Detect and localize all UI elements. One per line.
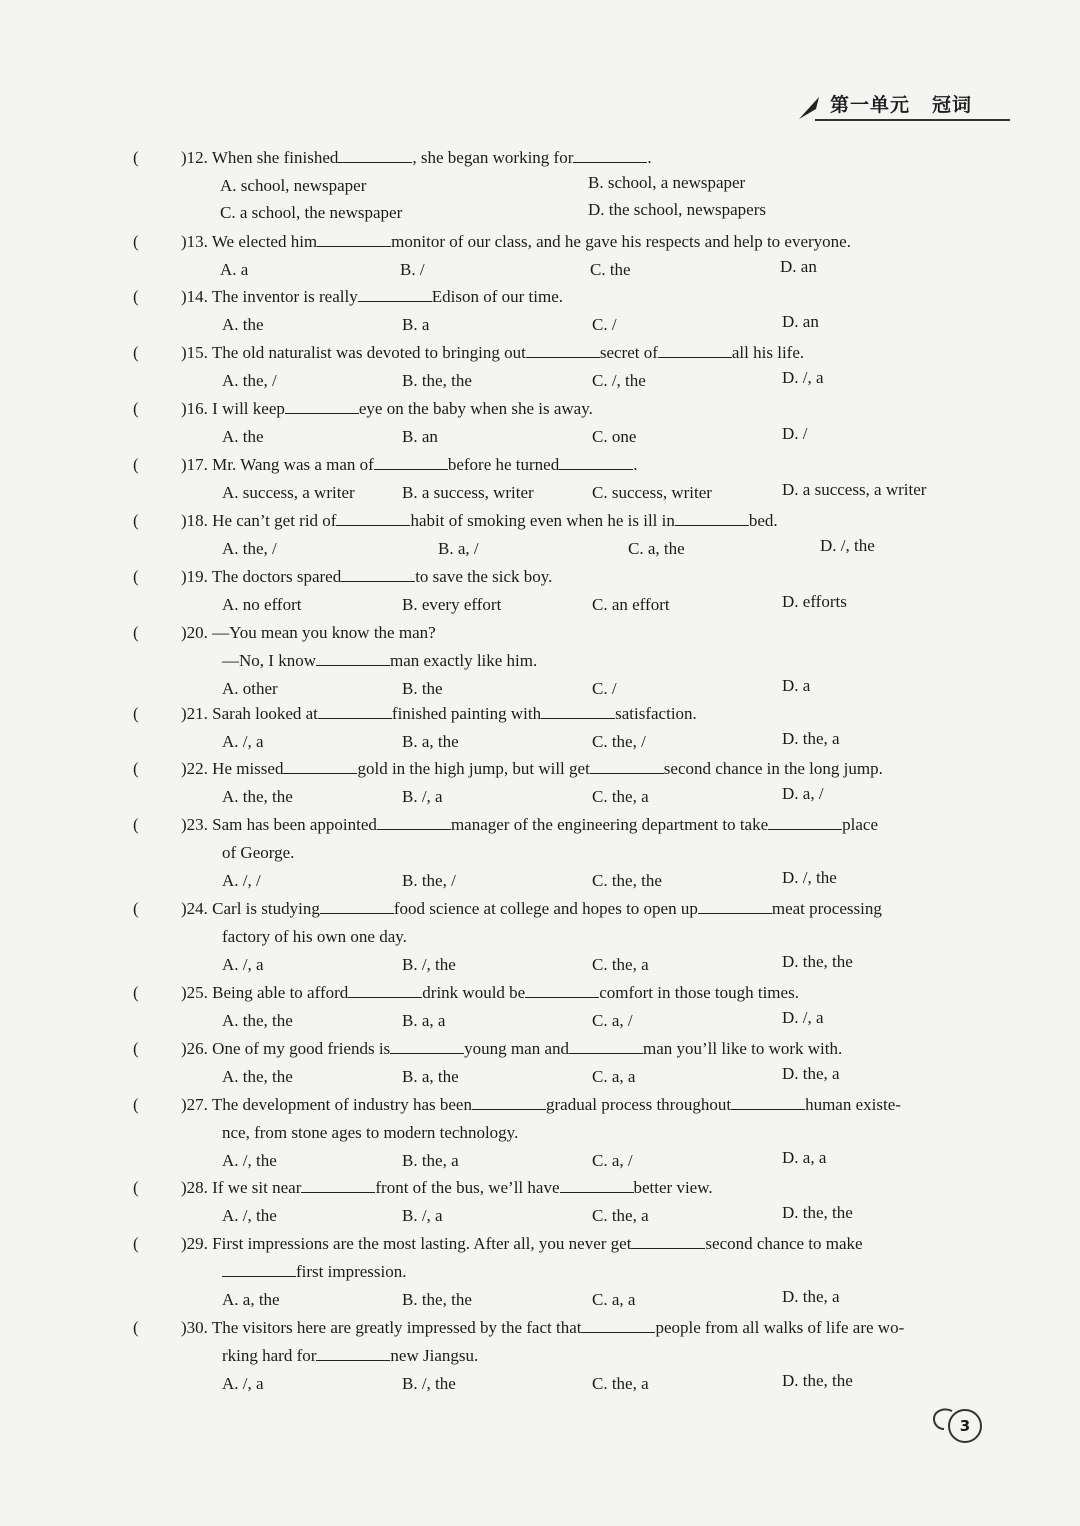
option-d[interactable]: D. an — [782, 312, 819, 331]
stem-text: )20. —You mean you know the man? — [181, 623, 436, 642]
option-c[interactable]: C. / — [592, 679, 617, 698]
answer-paren[interactable]: ( — [133, 148, 139, 167]
answer-paren[interactable]: ( — [133, 399, 139, 418]
option-a[interactable]: A. /, the — [222, 1151, 277, 1170]
answer-paren[interactable]: ( — [133, 815, 139, 834]
question-stem — [181, 983, 799, 1003]
question-stem — [181, 759, 883, 779]
option-c[interactable]: C. an effort — [592, 595, 670, 614]
answer-blank[interactable] — [581, 1318, 655, 1333]
question-stem — [181, 623, 436, 643]
stem-text: second chance in the long jump. — [663, 759, 883, 778]
answer-blank[interactable] — [526, 343, 600, 358]
option-d[interactable]: D. / — [782, 424, 808, 443]
option-b[interactable]: B. a success, writer — [402, 483, 534, 502]
question-stem — [181, 567, 552, 587]
stem-text: of George. — [222, 843, 295, 862]
answer-paren[interactable]: ( — [133, 1095, 139, 1114]
option-a[interactable]: A. school, newspaper — [220, 176, 367, 195]
stem-text: )25. Being able to afford — [181, 983, 349, 1002]
option-c[interactable]: C. the — [590, 260, 631, 279]
answer-paren[interactable]: ( — [133, 899, 139, 918]
option-c[interactable]: C. / — [592, 315, 617, 334]
stem-text: second chance to make — [705, 1234, 863, 1253]
stem-text: nce, from stone ages to modern technology. — [222, 1123, 519, 1142]
option-c[interactable]: C. the, / — [592, 732, 646, 751]
answer-paren[interactable]: ( — [133, 1039, 139, 1058]
stem-text: young man and — [464, 1039, 569, 1058]
stem-text: new Jiangsu. — [390, 1346, 479, 1365]
answer-blank[interactable] — [338, 148, 412, 163]
option-d[interactable]: D. /, a — [782, 368, 824, 387]
answer-blank[interactable] — [374, 455, 448, 470]
answer-blank[interactable] — [472, 1095, 546, 1110]
option-d[interactable]: D. /, the — [782, 868, 837, 887]
option-c[interactable]: C. a, a — [592, 1067, 636, 1086]
answer-blank[interactable] — [348, 983, 422, 998]
stem-text: factory of his own one day. — [222, 927, 407, 946]
stem-text: food science at college and hopes to open up — [393, 899, 698, 918]
unit-label: 第一单元 — [830, 94, 911, 116]
option-d[interactable]: D. the, a — [782, 729, 840, 748]
stem-text: bed. — [748, 511, 778, 530]
option-d[interactable]: D. a, a — [782, 1148, 827, 1167]
stem-text: man exactly like him. — [389, 651, 538, 670]
stem-text: )16. I will keep — [181, 399, 285, 418]
question-stem-continued — [222, 1262, 407, 1282]
option-d[interactable]: D. the, the — [782, 1371, 853, 1390]
option-a[interactable]: A. /, the — [222, 1206, 277, 1225]
answer-blank[interactable] — [541, 704, 615, 719]
stem-text: )12. When she finished — [181, 148, 339, 167]
stem-text: )27. The development of industry has been — [181, 1095, 472, 1114]
question-stem — [181, 148, 652, 168]
option-d[interactable]: D. the, the — [782, 1203, 853, 1222]
stem-text: human existe- — [805, 1095, 901, 1114]
option-b[interactable]: B. a — [402, 315, 430, 334]
option-a[interactable]: A. /, a — [222, 732, 264, 751]
option-d[interactable]: D. an — [780, 257, 817, 276]
answer-paren[interactable]: ( — [133, 1234, 139, 1253]
answer-paren[interactable]: ( — [133, 1318, 139, 1337]
stem-text: better view. — [633, 1178, 713, 1197]
answer-blank[interactable] — [336, 511, 410, 526]
option-c[interactable]: C. the, a — [592, 1206, 649, 1225]
question-stem — [181, 232, 851, 252]
stem-text: )30. The visitors here are greatly impressed by the fact that — [181, 1318, 582, 1337]
stem-text: . — [647, 148, 652, 167]
option-c[interactable]: C. /, the — [592, 371, 646, 390]
stem-text: front of the bus, we’ll have — [375, 1178, 560, 1197]
answer-blank[interactable] — [590, 759, 664, 774]
option-d[interactable]: D. a — [782, 676, 811, 695]
question-stem — [181, 1234, 863, 1254]
answer-blank[interactable] — [320, 899, 394, 914]
option-d[interactable]: D. the, a — [782, 1064, 840, 1083]
answer-blank[interactable] — [377, 815, 451, 830]
stem-text: before he turned — [447, 455, 560, 474]
option-c[interactable]: C. one — [592, 427, 637, 446]
option-c[interactable]: C. a, / — [592, 1151, 633, 1170]
question-stem — [181, 455, 637, 475]
stem-text: first impression. — [296, 1262, 407, 1281]
stem-text: )22. He missed — [181, 759, 284, 778]
question-stem — [181, 815, 878, 835]
stem-text: —No, I know — [222, 651, 316, 670]
option-b[interactable]: B. a, the — [402, 1067, 459, 1086]
option-a[interactable]: A. success, a writer — [222, 483, 355, 502]
option-a[interactable]: A. /, / — [222, 871, 261, 890]
answer-blank[interactable] — [341, 567, 415, 582]
stem-text: all his life. — [731, 343, 805, 362]
stem-text: place — [842, 815, 878, 834]
option-c[interactable]: C. a, a — [592, 1290, 636, 1309]
stem-text: gold in the high jump, but will get — [357, 759, 590, 778]
option-b[interactable]: B. the, a — [402, 1151, 459, 1170]
question-stem — [181, 1039, 842, 1059]
option-a[interactable]: A. the — [222, 315, 264, 334]
header-rule — [815, 119, 1010, 121]
option-b[interactable]: B. an — [402, 427, 438, 446]
answer-blank[interactable] — [675, 511, 749, 526]
stem-text: secret of — [599, 343, 658, 362]
option-b[interactable]: B. a, a — [402, 1011, 446, 1030]
stem-text: comfort in those tough times. — [599, 983, 799, 1002]
stem-text: finished painting with — [391, 704, 542, 723]
stem-text: meat processing — [771, 899, 882, 918]
header-slash-icon — [795, 88, 829, 122]
option-a[interactable]: A. /, a — [222, 955, 264, 974]
option-a[interactable]: A. /, a — [222, 1374, 264, 1393]
option-c[interactable]: C. the, a — [592, 787, 649, 806]
option-c[interactable]: C. success, writer — [592, 483, 712, 502]
option-b[interactable]: B. the, the — [402, 371, 472, 390]
option-d[interactable]: D. a, / — [782, 784, 824, 803]
stem-text: )21. Sarah looked at — [181, 704, 318, 723]
answer-blank[interactable] — [525, 983, 599, 998]
option-a[interactable]: A. no effort — [222, 595, 302, 614]
option-b[interactable]: B. /, the — [402, 1374, 456, 1393]
stem-text: )15. The old naturalist was devoted to bringing out — [181, 343, 526, 362]
question-stem-continued — [222, 927, 407, 947]
answer-blank[interactable] — [301, 1178, 375, 1193]
question-stem-continued — [222, 843, 294, 863]
option-b[interactable]: B. every effort — [402, 595, 502, 614]
option-a[interactable]: A. the, / — [222, 539, 277, 558]
page-number-badge — [930, 1405, 982, 1447]
answer-blank[interactable] — [222, 1262, 296, 1277]
option-d[interactable]: D. the, the — [782, 952, 853, 971]
answer-blank[interactable] — [316, 651, 390, 666]
option-c[interactable]: C. a, the — [628, 539, 685, 558]
stem-text: satisfaction. — [615, 704, 697, 723]
page-number: 3 — [948, 1409, 982, 1443]
answer-blank[interactable] — [283, 759, 357, 774]
stem-text: Edison of our time. — [431, 287, 563, 306]
stem-text: people from all walks of life are wo- — [655, 1318, 905, 1337]
option-b[interactable]: B. the — [402, 679, 443, 698]
stem-text: )28. If we sit near — [181, 1178, 302, 1197]
option-c[interactable]: C. the, a — [592, 1374, 649, 1393]
answer-blank[interactable] — [317, 232, 391, 247]
option-d[interactable]: D. a success, a writer — [782, 480, 927, 499]
answer-paren[interactable]: ( — [133, 287, 139, 306]
stem-text: to save the sick boy. — [415, 567, 553, 586]
option-b[interactable]: B. / — [400, 260, 425, 279]
option-c[interactable]: C. a, / — [592, 1011, 633, 1030]
option-c[interactable]: C. the, the — [592, 871, 662, 890]
question-stem — [181, 1178, 713, 1198]
answer-blank[interactable] — [285, 399, 359, 414]
answer-paren[interactable]: ( — [133, 983, 139, 1002]
stem-text: . — [633, 455, 638, 474]
answer-blank[interactable] — [390, 1039, 464, 1054]
answer-paren[interactable]: ( — [133, 567, 139, 586]
option-a[interactable]: A. the, the — [222, 1011, 293, 1030]
option-b[interactable]: B. a, the — [402, 732, 459, 751]
answer-blank[interactable] — [358, 287, 432, 302]
stem-text: )19. The doctors spared — [181, 567, 342, 586]
answer-blank[interactable] — [658, 343, 732, 358]
question-stem — [181, 287, 563, 307]
answer-blank[interactable] — [316, 1346, 390, 1361]
option-b[interactable]: B. school, a newspaper — [588, 173, 746, 192]
answer-blank[interactable] — [768, 815, 842, 830]
answer-paren[interactable]: ( — [133, 623, 139, 642]
option-d[interactable]: D. /, the — [820, 536, 875, 555]
stem-text: eye on the baby when she is away. — [358, 399, 593, 418]
option-d[interactable]: D. the school, newspapers — [588, 200, 766, 219]
answer-paren[interactable]: ( — [133, 232, 139, 251]
answer-paren[interactable]: ( — [133, 759, 139, 778]
stem-text: man you’ll like to work with. — [643, 1039, 843, 1058]
stem-text: drink would be — [422, 983, 526, 1002]
answer-paren[interactable]: ( — [133, 511, 139, 530]
answer-blank[interactable] — [731, 1095, 805, 1110]
question-stem — [181, 399, 593, 419]
answer-paren[interactable]: ( — [133, 704, 139, 723]
stem-text: , she began working for — [412, 148, 574, 167]
stem-text: gradual process throughout — [545, 1095, 732, 1114]
option-b[interactable]: B. /, a — [402, 787, 443, 806]
option-b[interactable]: B. /, a — [402, 1206, 443, 1225]
question-stem — [181, 1318, 904, 1338]
option-d[interactable]: D. /, a — [782, 1008, 824, 1027]
topic-label: 冠词 — [932, 94, 973, 116]
option-c[interactable]: C. a school, the newspaper — [220, 203, 403, 222]
option-a[interactable]: A. a, the — [222, 1290, 280, 1309]
option-a[interactable]: A. a — [220, 260, 249, 279]
stem-text: habit of smoking even when he is ill in — [410, 511, 675, 530]
answer-paren[interactable]: ( — [133, 455, 139, 474]
option-a[interactable]: A. the, the — [222, 1067, 293, 1086]
stem-text: monitor of our class, and he gave his respects and help to everyone. — [391, 232, 851, 251]
answer-blank[interactable] — [560, 1178, 634, 1193]
option-b[interactable]: B. a, / — [438, 539, 479, 558]
answer-blank[interactable] — [698, 899, 772, 914]
question-stem — [181, 899, 882, 919]
answer-blank[interactable] — [569, 1039, 643, 1054]
option-d[interactable]: D. the, a — [782, 1287, 840, 1306]
stem-text: rking hard for — [222, 1346, 317, 1365]
stem-text: )18. He can’t get rid of — [181, 511, 337, 530]
option-d[interactable]: D. efforts — [782, 592, 847, 611]
option-b[interactable]: B. /, the — [402, 955, 456, 974]
stem-text: manager of the engineering department to take — [450, 815, 769, 834]
option-b[interactable]: B. the, / — [402, 871, 456, 890]
answer-paren[interactable]: ( — [133, 343, 139, 362]
question-stem — [181, 343, 804, 363]
stem-text: )29. First impressions are the most lasting. After all, you never get — [181, 1234, 632, 1253]
answer-blank[interactable] — [318, 704, 392, 719]
question-stem — [181, 511, 778, 531]
stem-text: )13. We elected him — [181, 232, 318, 251]
option-a[interactable]: A. the — [222, 427, 264, 446]
answer-blank[interactable] — [559, 455, 633, 470]
question-stem — [181, 704, 697, 724]
question-stem-continued — [222, 1346, 478, 1366]
question-stem-continued — [222, 651, 537, 671]
option-a[interactable]: A. other — [222, 679, 278, 698]
answer-blank[interactable] — [631, 1234, 705, 1249]
stem-text: )26. One of my good friends is — [181, 1039, 391, 1058]
question-stem-continued — [222, 1123, 518, 1143]
stem-text: )14. The inventor is really — [181, 287, 358, 306]
option-a[interactable]: A. the, the — [222, 787, 293, 806]
stem-text: )24. Carl is studying — [181, 899, 320, 918]
answer-paren[interactable]: ( — [133, 1178, 139, 1197]
unit-header — [795, 88, 1015, 124]
question-stem — [181, 1095, 901, 1115]
stem-text: )23. Sam has been appointed — [181, 815, 377, 834]
answer-blank[interactable] — [573, 148, 647, 163]
option-b[interactable]: B. the, the — [402, 1290, 472, 1309]
stem-text: )17. Mr. Wang was a man of — [181, 455, 374, 474]
option-a[interactable]: A. the, / — [222, 371, 277, 390]
option-c[interactable]: C. the, a — [592, 955, 649, 974]
